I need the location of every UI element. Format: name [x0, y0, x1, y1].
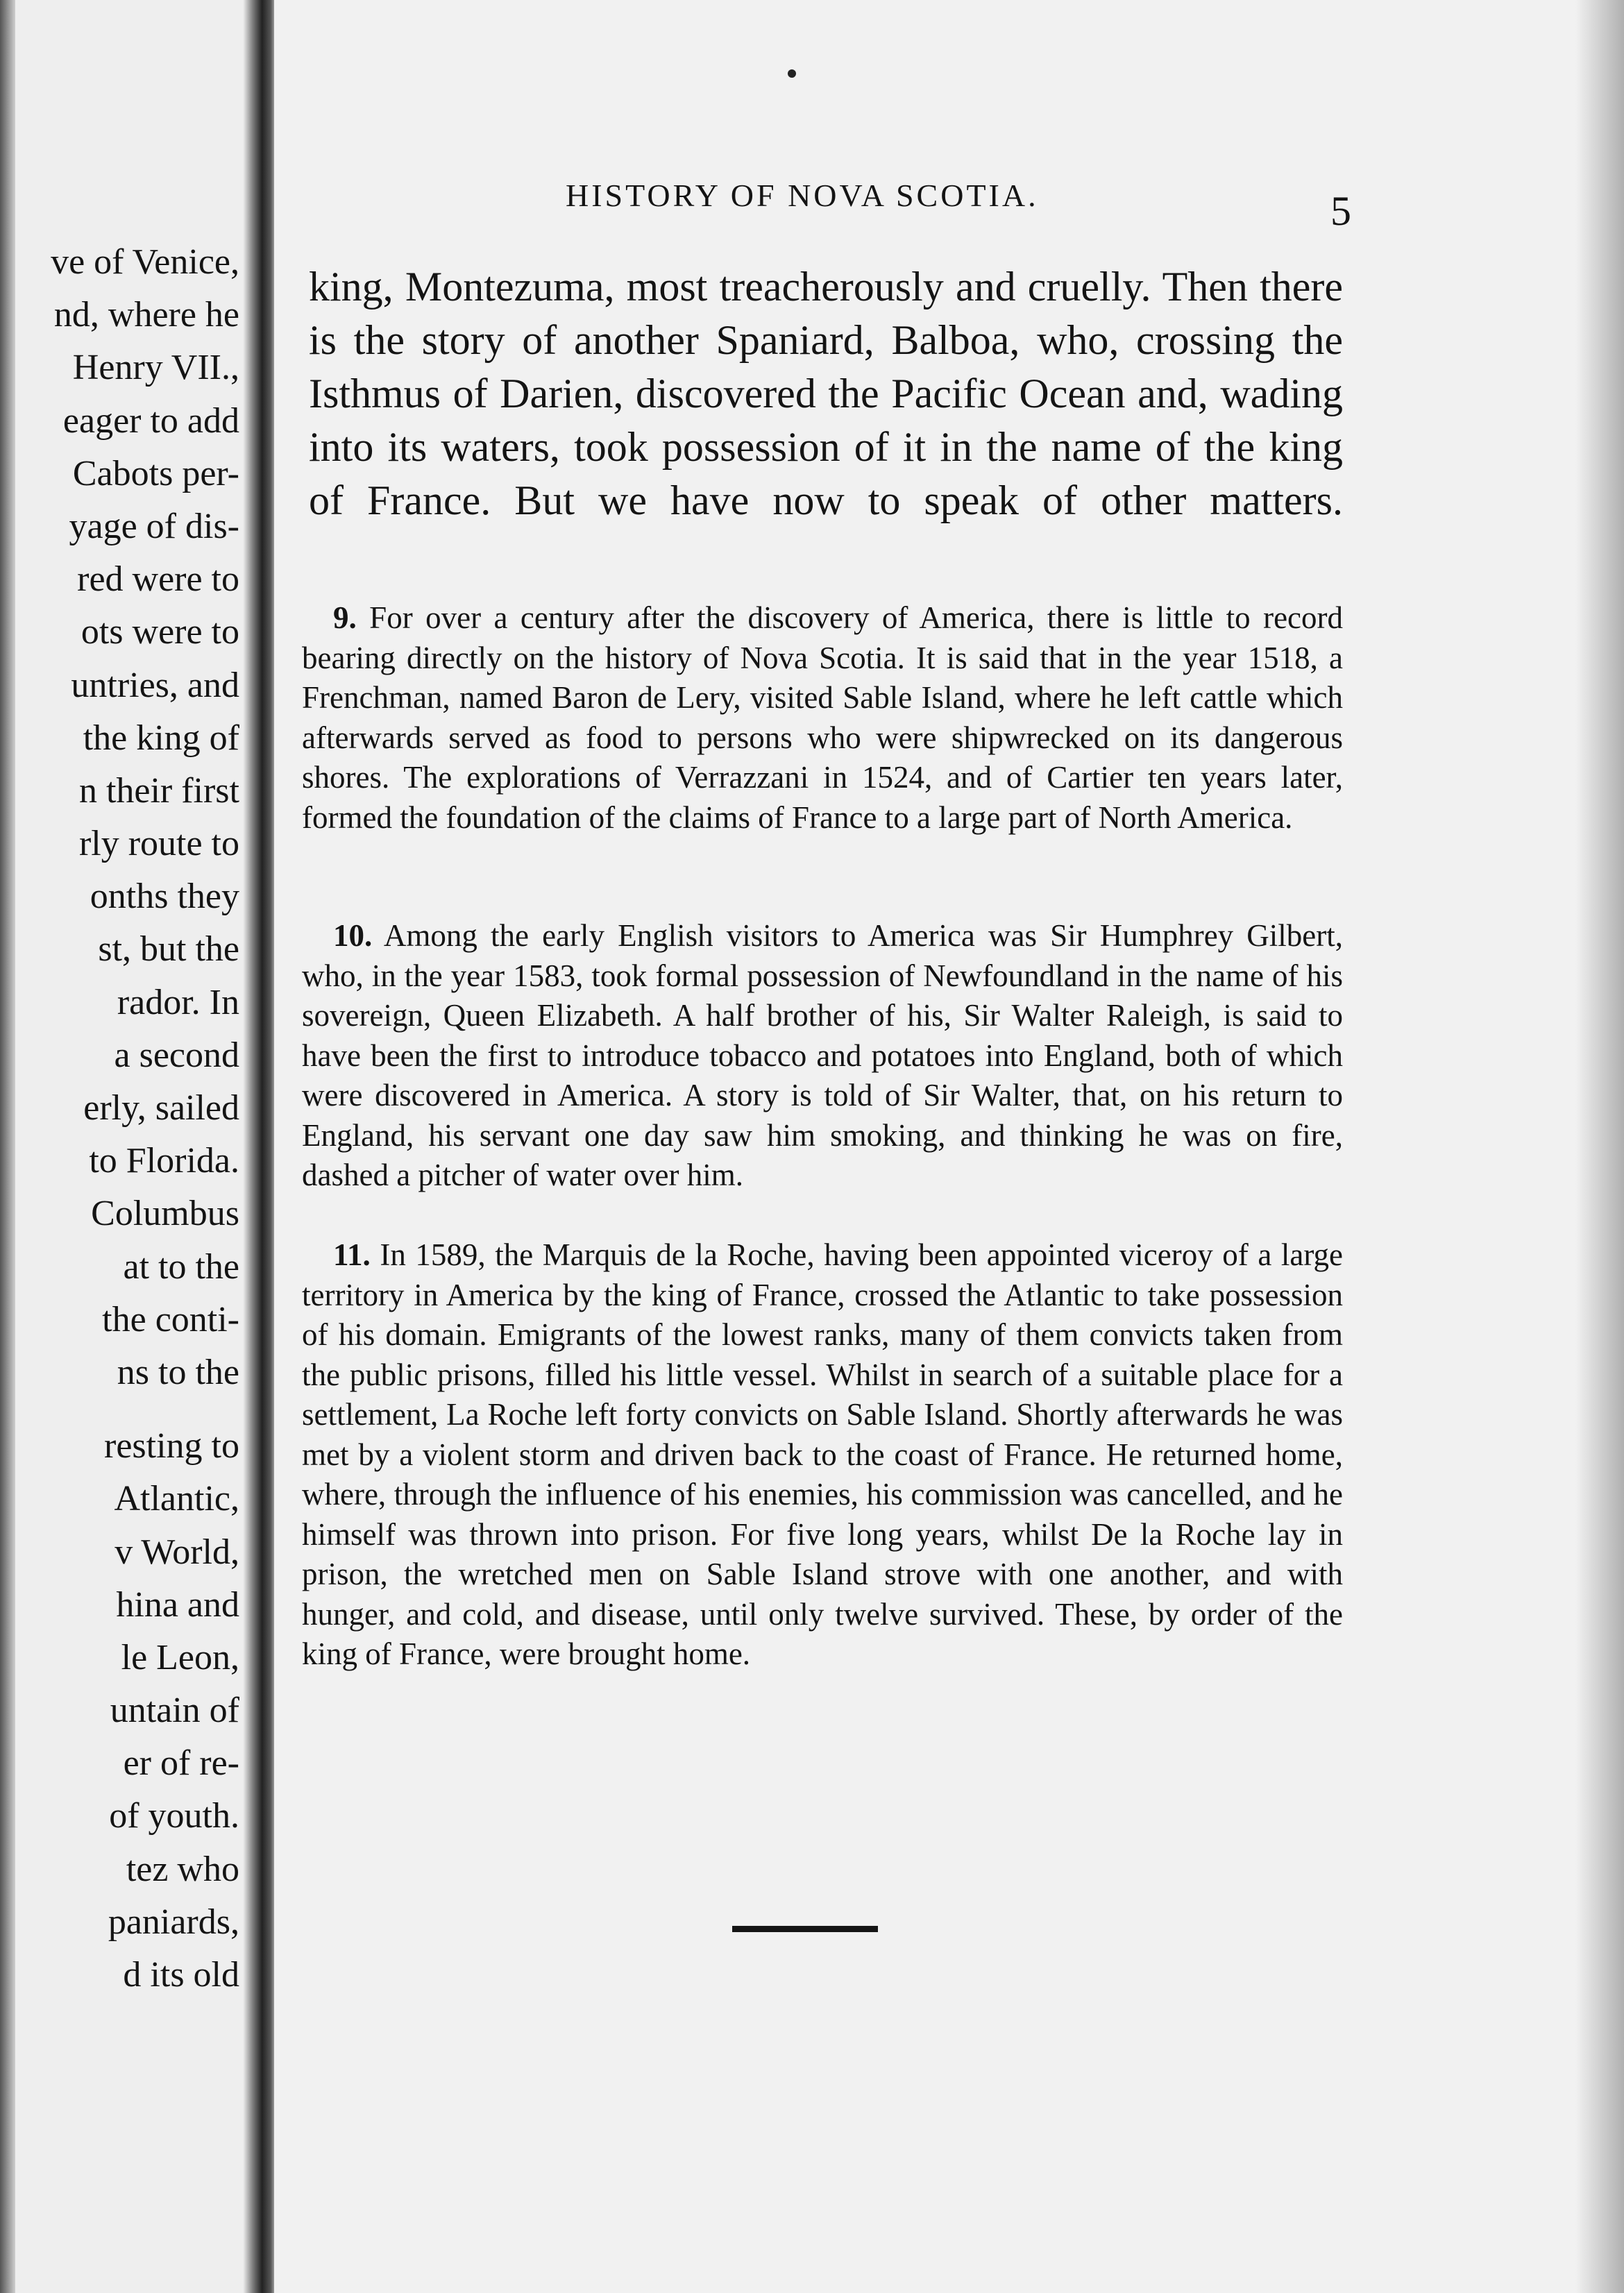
left-line: red were to: [77, 559, 239, 600]
paragraph-text: In 1589, the Marquis de la Roche, having been appointed viceroy of a large territory in America by the king of France, crossed the Atlantic to take possession of his domain. Emigrants of the lowest ranks, many of them convicts taken from the public prisons, filled his little vessel. Whilst in search of a suitable place for a settlement, La Roche left forty convicts on Sable Island. Shortly afterwards he was met by a violent storm and driven back to the coast of France. He returned home, where, through the influence of his enemies, his commission was cancelled, and he himself was thrown into prison. For five long years, whilst De la Roche lay in prison, the wretched men on Sable Island strove with one another, and with hunger, and cold, and disease, until only twelve survived. These, by order of the king of France, were brought home.: [302, 1237, 1343, 1671]
left-line: untain of: [110, 1691, 239, 1731]
left-line: rly route to: [78, 824, 239, 864]
running-head: HISTORY OF NOVA SCOTIA.: [566, 178, 1039, 213]
left-line: rador. In: [117, 982, 239, 1022]
left-page-text: [0, 236, 239, 2002]
left-line: at to the: [123, 1246, 239, 1287]
left-line: tez who: [126, 1849, 239, 1889]
left-line: nd, where he: [53, 295, 239, 335]
left-line: ots were to: [81, 612, 239, 652]
paragraph-10: [302, 916, 1343, 1196]
left-line: eager to add: [62, 400, 239, 441]
left-line: to Florida.: [89, 1141, 239, 1181]
left-line: a second: [114, 1035, 239, 1075]
paragraph-text: Among the early English visitors to America was Sir Humphrey Gilbert, who, in the year 1583, took formal possession of Newfoundland in the name of his sovereign, Queen Elizabeth. A half brother of his, Sir Walter Raleigh, is said to have been the first to introduce tobacco and potatoes into England, both of which were discovered in America. A story is told of Sir Walter, that, on his return to England, his servant one day saw him smoking, and thinking he was on fire, dashed a pitcher of water over him.: [302, 918, 1343, 1192]
left-line: Cabots per-: [72, 453, 239, 493]
paragraph-9: [302, 598, 1343, 838]
paragraph-11: [302, 1235, 1343, 1675]
left-line: Atlantic,: [114, 1479, 239, 1519]
left-page: [0, 0, 267, 2293]
right-scan-edge: [1575, 0, 1624, 2293]
ink-dot: [788, 69, 796, 78]
opening-paragraph: king, Montezuma, most treacherously and cruelly. Then there is the story of another Spaniard, Balboa, who, crossing the Isthmus of Darien, discovered the Pacific Ocean and, wading into its waters, took possession of it in the name of the king of France. But we have now to speak of other matters.: [309, 264, 1343, 523]
left-line: er of re-: [123, 1743, 239, 1784]
section-rule: [732, 1926, 878, 1932]
left-line: hina and: [116, 1584, 239, 1625]
left-line: Columbus: [91, 1194, 239, 1234]
left-line: resting to: [104, 1426, 239, 1466]
paragraph-number: 11.: [333, 1237, 371, 1272]
paragraph-number: 10.: [333, 918, 373, 953]
left-line: ns to the: [117, 1352, 239, 1392]
book-gutter: [243, 0, 278, 2293]
left-line: onths they: [90, 877, 239, 917]
right-page: [274, 0, 1624, 2293]
left-line-gap: [0, 1399, 239, 1420]
left-line: the conti-: [102, 1299, 239, 1339]
left-line: Henry VII.,: [72, 348, 239, 388]
left-line: of youth.: [109, 1796, 239, 1836]
left-line: paniards,: [108, 1902, 239, 1942]
left-line: yage of dis-: [69, 506, 239, 546]
left-line: le Leon,: [121, 1637, 239, 1677]
paragraph-text: For over a century after the discovery of America, there is little to record bearing directly on the history of Nova Scotia. It is said that in the year 1518, a Frenchman, named Baron de Lery, visited Sable Island, where he left cattle which afterwards served as food to persons who were shipwrecked on its dangerous shores. The explorations of Verrazzani in 1524, and of Cartier ten years later, formed the foundation of the claims of France to a large part of North America.: [302, 600, 1343, 835]
left-line: d its old: [123, 1955, 239, 1995]
left-line: st, but the: [98, 929, 239, 970]
left-line: erly, sailed: [83, 1088, 239, 1128]
left-line: n their first: [78, 770, 239, 811]
left-line: untries, and: [71, 665, 239, 705]
left-line: v World,: [115, 1532, 239, 1572]
paragraph-number: 9.: [333, 600, 357, 635]
page-number: 5: [1330, 188, 1351, 234]
left-line: ve of Venice,: [51, 242, 239, 282]
left-line: the king of: [83, 718, 239, 758]
